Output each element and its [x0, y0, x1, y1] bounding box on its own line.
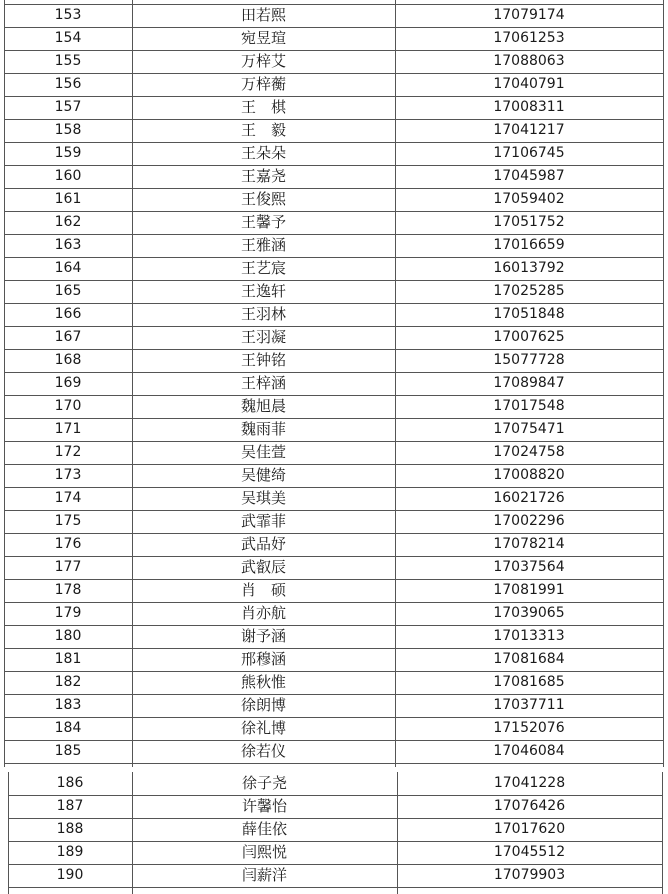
- row-number-cell: 160: [54, 168, 82, 184]
- table-row: [0, 510, 668, 533]
- table-row: [0, 119, 668, 142]
- student-name-cell: 邢穆涵: [240, 650, 286, 668]
- student-id-cell: 17079903: [493, 867, 566, 883]
- table-row: [0, 326, 668, 349]
- student-name-cell: 薛佳依: [241, 820, 287, 838]
- row-divider: [8, 841, 663, 842]
- row-divider: [4, 671, 664, 672]
- row-number-cell: 153: [54, 7, 82, 23]
- student-name-cell: 徐礼博: [240, 719, 286, 737]
- student-id-cell: 17078214: [493, 536, 565, 552]
- row-divider: [4, 533, 664, 534]
- table-row: [0, 556, 668, 579]
- student-name-cell: 王雅涵: [240, 236, 286, 254]
- table-row: [0, 418, 668, 441]
- student-name-cell: 肖 硕: [240, 581, 286, 599]
- student-name-cell: 宛昱瑄: [240, 29, 286, 47]
- row-number-cell: 166: [54, 306, 82, 322]
- student-id-cell: 17017548: [493, 398, 565, 414]
- table-row: [0, 4, 668, 27]
- student-id-cell: 17106745: [493, 145, 565, 161]
- row-number-cell: 173: [54, 467, 82, 483]
- student-id-cell: 17081991: [493, 582, 565, 598]
- student-id-cell: 17013313: [493, 628, 565, 644]
- student-name-cell: 王嘉尧: [240, 167, 286, 185]
- student-id-cell: 17075471: [493, 421, 565, 437]
- row-divider: [4, 395, 664, 396]
- row-number-cell: 181: [54, 651, 82, 667]
- table-row: [0, 740, 668, 763]
- table-row: [0, 257, 668, 280]
- student-name-cell: 徐子尧: [241, 774, 287, 792]
- row-divider: [4, 464, 664, 465]
- row-number-cell: 162: [54, 214, 82, 230]
- row-divider: [4, 648, 664, 649]
- row-number-cell: 179: [54, 605, 82, 621]
- table-row: [0, 303, 668, 326]
- student-id-cell: 17016659: [493, 237, 565, 253]
- row-divider: [4, 441, 664, 442]
- column-divider: [397, 772, 398, 894]
- row-divider: [4, 303, 664, 304]
- table-row: [0, 841, 668, 864]
- student-name-cell: 徐朗博: [240, 696, 286, 714]
- student-name-cell: 万梓艾: [240, 52, 286, 70]
- student-id-cell: 17037564: [493, 559, 565, 575]
- row-number-cell: 185: [54, 743, 82, 759]
- row-divider: [8, 864, 663, 865]
- table-row: [0, 142, 668, 165]
- table-row: [0, 602, 668, 625]
- student-id-cell: 17051848: [493, 306, 565, 322]
- student-name-cell: 王羽凝: [240, 328, 286, 346]
- student-name-cell: 许馨怡: [241, 797, 287, 815]
- row-divider: [4, 280, 664, 281]
- student-id-cell: 17041228: [493, 775, 566, 791]
- student-id-cell: 16013792: [493, 260, 565, 276]
- row-number-cell: 159: [54, 145, 82, 161]
- student-name-cell: 王朵朵: [240, 144, 286, 162]
- student-name-cell: 闫薪洋: [241, 866, 287, 884]
- student-name-cell: 武品妤: [240, 535, 286, 553]
- row-divider: [4, 4, 664, 5]
- student-id-cell: 17076426: [493, 798, 566, 814]
- student-id-cell: 17059402: [493, 191, 565, 207]
- row-divider: [4, 73, 664, 74]
- student-id-cell: 17081685: [493, 674, 565, 690]
- student-name-cell: 王俊熙: [240, 190, 286, 208]
- student-id-cell: 17039065: [493, 605, 565, 621]
- student-name-cell: 王羽林: [240, 305, 286, 323]
- student-name-cell: 武叡辰: [240, 558, 286, 576]
- row-divider: [8, 795, 663, 796]
- row-number-cell: 180: [54, 628, 82, 644]
- column-divider: [395, 0, 396, 767]
- table-row: [0, 441, 668, 464]
- row-divider: [4, 234, 664, 235]
- table-row: [0, 694, 668, 717]
- student-name-cell: 吴琪美: [240, 489, 286, 507]
- student-name-cell: 王梓涵: [240, 374, 286, 392]
- table-row: [0, 27, 668, 50]
- table-row: [0, 280, 668, 303]
- student-id-cell: 17088063: [493, 53, 565, 69]
- table-row: [0, 818, 668, 841]
- row-divider: [4, 211, 664, 212]
- student-id-cell: 17061253: [493, 30, 565, 46]
- student-name-cell: 徐若仪: [240, 742, 286, 760]
- student-id-cell: 17079174: [493, 7, 565, 23]
- student-id-cell: 17051752: [493, 214, 565, 230]
- row-number-cell: 177: [54, 559, 82, 575]
- row-number-cell: 174: [54, 490, 82, 506]
- student-id-cell: 17008311: [493, 99, 565, 115]
- row-divider: [4, 602, 664, 603]
- table-row: [0, 211, 668, 234]
- student-name-cell: 肖亦航: [240, 604, 286, 622]
- row-divider: [4, 740, 664, 741]
- table-row: [0, 165, 668, 188]
- row-number-cell: 189: [56, 844, 84, 860]
- table-row: [0, 372, 668, 395]
- row-number-cell: 156: [54, 76, 82, 92]
- row-number-cell: 176: [54, 536, 82, 552]
- table-row: [0, 648, 668, 671]
- row-number-cell: 175: [54, 513, 82, 529]
- student-id-cell: 17045987: [493, 168, 565, 184]
- student-name-cell: 魏雨菲: [240, 420, 286, 438]
- table-row: [0, 625, 668, 648]
- row-divider: [4, 510, 664, 511]
- table-row: [0, 671, 668, 694]
- row-divider: [4, 349, 664, 350]
- row-number-cell: 163: [54, 237, 82, 253]
- student-id-cell: 15077728: [493, 352, 565, 368]
- row-divider: [4, 96, 664, 97]
- row-number-cell: 186: [56, 775, 84, 791]
- row-divider: [4, 119, 664, 120]
- student-id-cell: 17041217: [493, 122, 565, 138]
- row-divider: [8, 887, 663, 888]
- student-id-cell: 17046084: [493, 743, 565, 759]
- table-row: [0, 464, 668, 487]
- row-number-cell: 187: [56, 798, 84, 814]
- table-row: [0, 50, 668, 73]
- student-name-cell: 万梓蘅: [240, 75, 286, 93]
- row-number-cell: 184: [54, 720, 82, 736]
- row-number-cell: 168: [54, 352, 82, 368]
- column-divider: [662, 772, 663, 894]
- row-divider: [4, 372, 664, 373]
- table-row: [0, 487, 668, 510]
- row-number-cell: 169: [54, 375, 82, 391]
- student-name-cell: 王钟铭: [240, 351, 286, 369]
- row-number-cell: 167: [54, 329, 82, 345]
- table-row: [0, 717, 668, 740]
- row-divider: [4, 556, 664, 557]
- row-divider: [4, 326, 664, 327]
- row-divider: [4, 418, 664, 419]
- table-row: [0, 188, 668, 211]
- column-divider: [4, 0, 5, 767]
- row-divider: [4, 50, 664, 51]
- table-row: [0, 73, 668, 96]
- column-divider: [132, 772, 133, 894]
- row-number-cell: 190: [56, 867, 84, 883]
- student-name-cell: 王馨予: [240, 213, 286, 231]
- row-number-cell: 178: [54, 582, 82, 598]
- student-name-cell: 王艺宸: [240, 259, 286, 277]
- row-number-cell: 161: [54, 191, 82, 207]
- student-id-cell: 17045512: [493, 844, 566, 860]
- student-id-cell: 17152076: [493, 720, 565, 736]
- student-name-cell: 魏旭晨: [240, 397, 286, 415]
- student-name-cell: 闫熙悦: [241, 843, 287, 861]
- row-divider: [4, 763, 664, 764]
- student-id-cell: 17040791: [493, 76, 565, 92]
- row-number-cell: 158: [54, 122, 82, 138]
- row-number-cell: 183: [54, 697, 82, 713]
- student-name-cell: 武霏菲: [240, 512, 286, 530]
- student-id-cell: 17037711: [493, 697, 565, 713]
- row-divider: [4, 717, 664, 718]
- student-id-cell: 17024758: [493, 444, 565, 460]
- student-name-cell: 田若熙: [240, 6, 286, 24]
- column-divider: [132, 0, 133, 767]
- row-divider: [4, 625, 664, 626]
- student-id-cell: 17017620: [493, 821, 566, 837]
- row-divider: [4, 27, 664, 28]
- student-name-cell: 吴佳萱: [240, 443, 286, 461]
- row-divider: [4, 142, 664, 143]
- row-number-cell: 154: [54, 30, 82, 46]
- student-id-cell: 17002296: [493, 513, 565, 529]
- row-number-cell: 182: [54, 674, 82, 690]
- row-divider: [4, 694, 664, 695]
- student-id-cell: 17089847: [493, 375, 565, 391]
- table-row: [0, 533, 668, 556]
- student-id-cell: 17008820: [493, 467, 565, 483]
- row-divider: [4, 188, 664, 189]
- row-divider: [4, 579, 664, 580]
- student-name-cell: 王 毅: [240, 121, 286, 139]
- table-row: [0, 96, 668, 119]
- row-divider: [4, 487, 664, 488]
- row-number-cell: 165: [54, 283, 82, 299]
- row-number-cell: 155: [54, 53, 82, 69]
- student-name-cell: 熊秋惟: [240, 673, 286, 691]
- row-number-cell: 157: [54, 99, 82, 115]
- table-row: [0, 864, 668, 887]
- table-row: [0, 349, 668, 372]
- table-row: [0, 395, 668, 418]
- table-row: [0, 579, 668, 602]
- student-name-cell: 吴健绮: [240, 466, 286, 484]
- student-id-cell: 17025285: [493, 283, 565, 299]
- row-number-cell: 172: [54, 444, 82, 460]
- row-divider: [4, 257, 664, 258]
- table-row: [0, 795, 668, 818]
- student-id-cell: 17007625: [493, 329, 565, 345]
- row-divider: [4, 165, 664, 166]
- table-row: [0, 772, 668, 795]
- student-name-cell: 王 棋: [240, 98, 286, 116]
- student-name-cell: 谢予涵: [240, 627, 286, 645]
- row-number-cell: 188: [56, 821, 84, 837]
- table-row: [0, 234, 668, 257]
- student-id-cell: 16021726: [493, 490, 565, 506]
- student-name-cell: 王逸轩: [240, 282, 286, 300]
- student-id-cell: 17081684: [493, 651, 565, 667]
- row-divider: [8, 818, 663, 819]
- row-number-cell: 171: [54, 421, 82, 437]
- row-number-cell: 164: [54, 260, 82, 276]
- row-number-cell: 170: [54, 398, 82, 414]
- column-divider: [8, 772, 9, 894]
- column-divider: [663, 0, 664, 767]
